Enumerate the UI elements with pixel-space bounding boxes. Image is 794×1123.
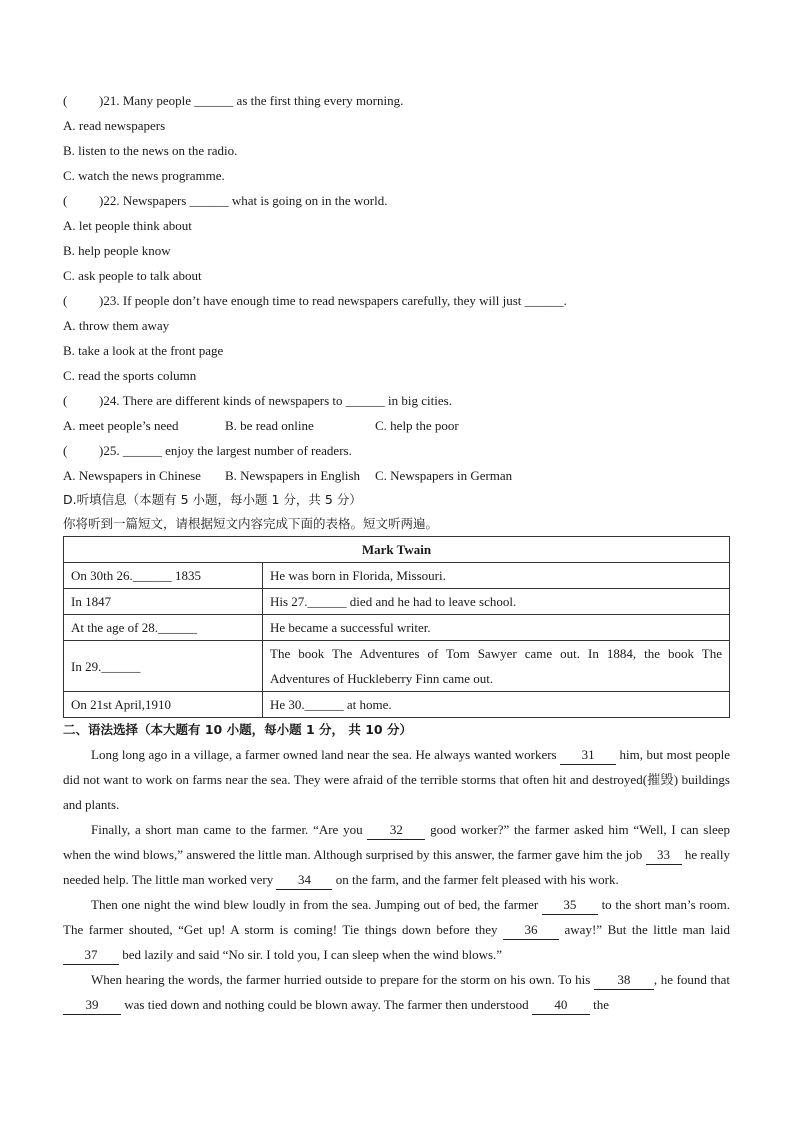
option-c: C. ask people to talk about xyxy=(63,268,202,283)
blank-39: 39 xyxy=(63,996,121,1015)
passage-text: on the farm, and the farmer felt pleased with his work. xyxy=(332,872,619,887)
passage-text: good worker?” the farmer asked him “Well, I can sleep when the wind blows,” answered the little man. Although surprised by this answer, the farmer gave him the job xyxy=(63,822,730,862)
table-cell-date: At the age of 28.______ xyxy=(64,615,263,641)
question-stem: )21. Many people ______ as the first thing every morning. xyxy=(99,93,404,108)
blank-34: 34 xyxy=(276,871,332,890)
passage-text: was tied down and nothing could be blown away. The farmer then understood xyxy=(121,997,532,1012)
question-25 xyxy=(63,438,730,463)
answer-bracket: ( xyxy=(63,293,68,308)
passage-text: , he found that xyxy=(653,972,730,987)
passage-text: the xyxy=(589,997,609,1012)
question-22 xyxy=(63,188,730,213)
question-stem: )24. There are different kinds of newspapers to ______ in big cities. xyxy=(99,393,452,408)
answer-bracket: ( xyxy=(63,93,68,108)
answer-bracket: ( xyxy=(63,393,68,408)
table-cell-event: He 30.______ at home. xyxy=(263,692,730,718)
table-cell-date: On 30th 26.______ 1835 xyxy=(64,563,263,589)
option-c: C. read the sports column xyxy=(63,368,197,383)
table-cell-event: He became a successful writer. xyxy=(263,615,730,641)
passage-text: bed lazily and said “No sir. I told you, I can sleep when the wind blows.” xyxy=(119,947,503,962)
passage-paragraph xyxy=(63,967,730,1017)
option-a: A. read newspapers xyxy=(63,118,166,133)
mark-twain-table xyxy=(63,536,730,718)
passage-paragraph xyxy=(63,742,730,817)
section-d-instruction: 你将听到一篇短文，请根据短文内容完成下面的表格。短文听两遍。 xyxy=(63,516,439,531)
question-21 xyxy=(63,88,730,113)
table-cell-event: The book The Adventures of Tom Sawyer came out. In 1884, the book The Adventures of Huckleberry Finn came out. xyxy=(263,641,730,692)
blank-38: 38 xyxy=(594,971,654,990)
question-24 xyxy=(63,388,730,413)
table-row xyxy=(64,692,730,718)
answer-bracket: ( xyxy=(63,443,68,458)
table-row xyxy=(64,615,730,641)
passage-text: Finally, a short man came to the farmer. “Are you xyxy=(91,822,368,837)
option-c: C. help the poor xyxy=(375,418,459,433)
option-c: C. Newspapers in German xyxy=(375,468,513,483)
option-a: A. Newspapers in Chinese xyxy=(63,468,201,483)
option-b: B. Newspapers in English xyxy=(225,468,361,483)
option-b: B. listen to the news on the radio. xyxy=(63,143,238,158)
question-stem: )22. Newspapers ______ what is going on in the world. xyxy=(99,193,388,208)
section-2-title: 二、语法选择（本大题有 10 小题，每小题 1 分， 共 10 分） xyxy=(63,722,412,737)
option-a: A. let people think about xyxy=(63,218,192,233)
table-row xyxy=(64,563,730,589)
passage-text: away!” But the little man laid xyxy=(559,922,730,937)
question-23 xyxy=(63,288,730,313)
section-d-title: D.听填信息（本题有 5 小题，每小题 1 分，共 5 分） xyxy=(63,492,362,507)
blank-40: 40 xyxy=(532,996,590,1015)
option-b: B. take a look at the front page xyxy=(63,343,224,358)
answer-bracket: ( xyxy=(63,193,68,208)
option-a: A. meet people’s need xyxy=(63,418,179,433)
table-cell-event: His 27.______ died and he had to leave school. xyxy=(263,589,730,615)
passage-paragraph xyxy=(63,892,730,967)
question-stem: )23. If people don’t have enough time to read newspapers carefully, they will just ______. xyxy=(99,293,567,308)
option-c: C. watch the news programme. xyxy=(63,168,225,183)
table-cell-date: In 29.______ xyxy=(64,641,263,692)
passage-paragraph xyxy=(63,817,730,892)
table-cell-date: In 1847 xyxy=(64,589,263,615)
blank-37: 37 xyxy=(63,946,119,965)
blank-33: 33 xyxy=(646,846,682,865)
blank-32: 32 xyxy=(367,821,425,840)
table-cell-date: On 21st April,1910 xyxy=(64,692,263,718)
option-b: B. help people know xyxy=(63,243,171,258)
options-row xyxy=(63,413,730,438)
table-title: Mark Twain xyxy=(64,537,730,563)
table-cell-event: He was born in Florida, Missouri. xyxy=(263,563,730,589)
passage-text: Long long ago in a village, a farmer owned land near the sea. He always wanted workers xyxy=(91,747,561,762)
options-row xyxy=(63,463,730,488)
option-a: A. throw them away xyxy=(63,318,170,333)
blank-31: 31 xyxy=(560,746,616,765)
passage-text: him, but most people did not want to work on farms near the sea. They were afraid of the terrible storms that often hit and destroyed(摧毁) buildings and plants. xyxy=(63,747,730,812)
table-row xyxy=(64,641,730,692)
table-row xyxy=(64,589,730,615)
passage-text: When hearing the words, the farmer hurried outside to prepare for the storm on his own. To his xyxy=(91,972,594,987)
passage-text: to the short man’s room. The farmer shouted, “Get up! A storm is coming! Tie things down before they xyxy=(63,897,730,937)
question-stem: )25. ______ enjoy the largest number of readers. xyxy=(99,443,352,458)
table-header-row xyxy=(64,537,730,563)
exam-page xyxy=(63,88,730,1017)
blank-36: 36 xyxy=(503,921,559,940)
blank-35: 35 xyxy=(542,896,598,915)
option-b: B. be read online xyxy=(225,418,314,433)
passage-text: he really needed help. The little man worked very xyxy=(63,847,730,887)
passage-text: Then one night the wind blew loudly in from the sea. Jumping out of bed, the farmer xyxy=(91,897,542,912)
